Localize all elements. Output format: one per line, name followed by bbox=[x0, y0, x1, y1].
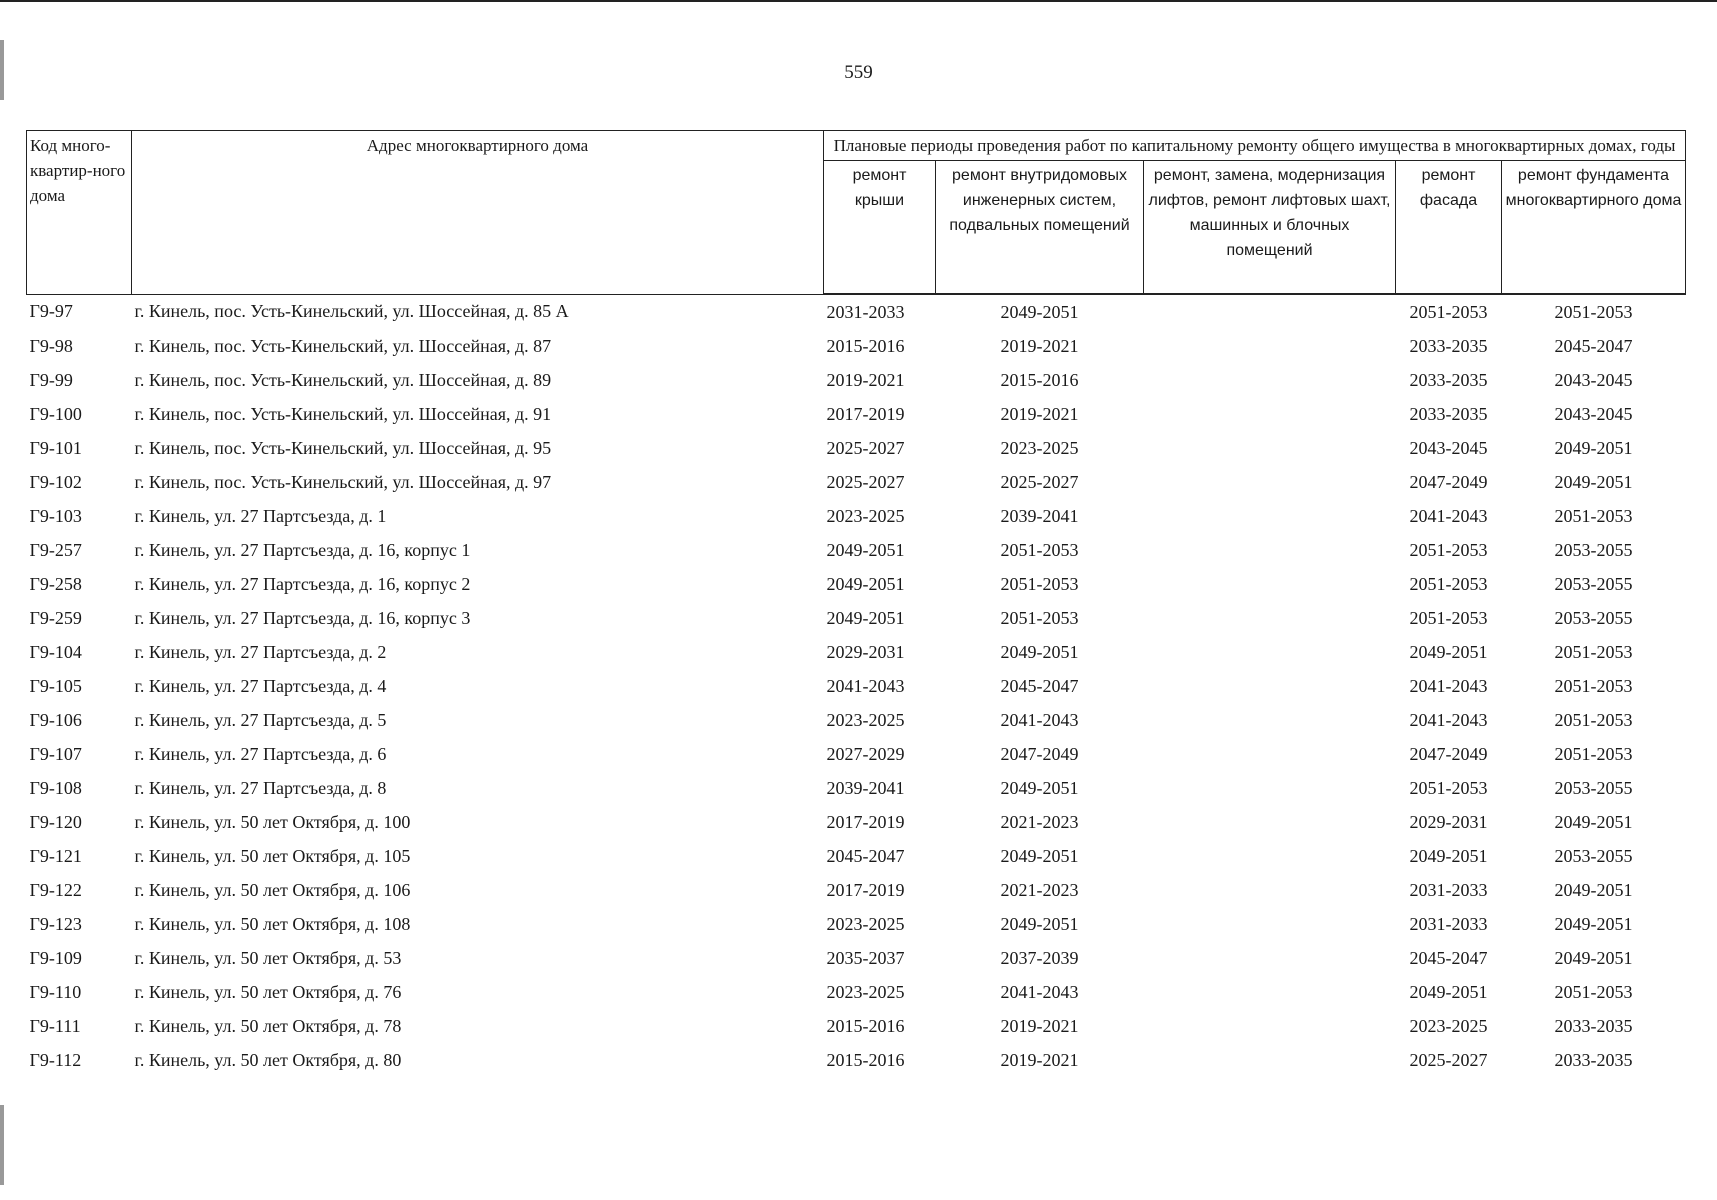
cell-foundation: 2051-2053 bbox=[1554, 675, 1633, 696]
cell-code: Г9-120 bbox=[29, 811, 82, 832]
cell-code: Г9-101 bbox=[29, 437, 82, 458]
cell-code: Г9-98 bbox=[29, 335, 73, 356]
cell-code: Г9-111 bbox=[29, 1015, 81, 1036]
table-row bbox=[27, 669, 1686, 703]
cell-roof: 2025-2027 bbox=[826, 471, 905, 492]
scan-edge-mark bbox=[0, 1105, 4, 1185]
cell-elevators bbox=[1144, 465, 1396, 499]
cell-address: г. Кинель, ул. 27 Партсъезда, д. 8 bbox=[134, 777, 387, 798]
cell-engineering: 2019-2021 bbox=[1000, 335, 1079, 356]
cell-foundation: 2033-2035 bbox=[1554, 1049, 1633, 1070]
cell-foundation: 2045-2047 bbox=[1554, 335, 1633, 356]
cell-roof: 2023-2025 bbox=[826, 709, 905, 730]
top-border-line bbox=[0, 0, 1717, 2]
cell-code: Г9-257 bbox=[29, 539, 82, 560]
cell-roof: 2023-2025 bbox=[826, 981, 905, 1002]
cell-facade: 2041-2043 bbox=[1409, 505, 1488, 526]
cell-code: Г9-99 bbox=[29, 369, 73, 390]
cell-code: Г9-108 bbox=[29, 777, 82, 798]
cell-roof: 2049-2051 bbox=[826, 607, 905, 628]
cell-address: г. Кинель, пос. Усть-Кинельский, ул. Шоссейная, д. 97 bbox=[134, 471, 552, 492]
cell-roof: 2015-2016 bbox=[826, 335, 905, 356]
cell-engineering: 2025-2027 bbox=[1000, 471, 1079, 492]
cell-elevators bbox=[1144, 601, 1396, 635]
cell-engineering: 2051-2053 bbox=[1000, 573, 1079, 594]
cell-facade: 2047-2049 bbox=[1409, 471, 1488, 492]
cell-code: Г9-107 bbox=[29, 743, 82, 764]
cell-elevators bbox=[1144, 329, 1396, 363]
cell-address: г. Кинель, ул. 27 Партсъезда, д. 16, корпус 1 bbox=[134, 539, 471, 560]
header-periods: Плановые периоды проведения работ по капитальному ремонту общего имущества в многоквартирных домах, годы bbox=[824, 131, 1686, 161]
cell-address: г. Кинель, ул. 27 Партсъезда, д. 6 bbox=[134, 743, 387, 764]
cell-foundation: 2051-2053 bbox=[1554, 505, 1633, 526]
table-row bbox=[27, 363, 1686, 397]
cell-roof: 2031-2033 bbox=[826, 301, 905, 322]
cell-facade: 2047-2049 bbox=[1409, 743, 1488, 764]
cell-roof: 2023-2025 bbox=[826, 913, 905, 934]
cell-code: Г9-103 bbox=[29, 505, 82, 526]
table-row bbox=[27, 329, 1686, 363]
table-row bbox=[27, 703, 1686, 737]
cell-foundation: 2051-2053 bbox=[1554, 301, 1633, 322]
header-engineering: ремонт внутридомовых инженерных систем, подвальных помещений bbox=[936, 161, 1144, 295]
cell-engineering: 2049-2051 bbox=[1000, 301, 1079, 322]
table-row bbox=[27, 1043, 1686, 1077]
header-foundation: ремонт фундамента многоквартирного дома bbox=[1502, 161, 1686, 295]
cell-foundation: 2051-2053 bbox=[1554, 709, 1633, 730]
cell-engineering: 2049-2051 bbox=[1000, 913, 1079, 934]
cell-address: г. Кинель, ул. 50 лет Октября, д. 108 bbox=[134, 913, 411, 934]
cell-facade: 2049-2051 bbox=[1409, 845, 1488, 866]
cell-foundation: 2049-2051 bbox=[1554, 471, 1633, 492]
cell-engineering: 2039-2041 bbox=[1000, 505, 1079, 526]
cell-foundation: 2053-2055 bbox=[1554, 539, 1633, 560]
cell-code: Г9-104 bbox=[29, 641, 82, 662]
cell-code: Г9-259 bbox=[29, 607, 82, 628]
cell-address: г. Кинель, ул. 50 лет Октября, д. 106 bbox=[134, 879, 411, 900]
cell-address: г. Кинель, ул. 27 Партсъезда, д. 5 bbox=[134, 709, 387, 730]
cell-address: г. Кинель, ул. 50 лет Октября, д. 80 bbox=[134, 1049, 402, 1070]
table-header bbox=[27, 131, 1686, 295]
table-row bbox=[27, 771, 1686, 805]
header-facade: ремонт фасада bbox=[1396, 161, 1502, 295]
table-row bbox=[27, 839, 1686, 873]
cell-facade: 2045-2047 bbox=[1409, 947, 1488, 968]
cell-facade: 2033-2035 bbox=[1409, 369, 1488, 390]
cell-facade: 2031-2033 bbox=[1409, 879, 1488, 900]
cell-code: Г9-102 bbox=[29, 471, 82, 492]
cell-roof: 2023-2025 bbox=[826, 505, 905, 526]
cell-facade: 2051-2053 bbox=[1409, 607, 1488, 628]
cell-address: г. Кинель, ул. 50 лет Октября, д. 105 bbox=[134, 845, 411, 866]
cell-foundation: 2053-2055 bbox=[1554, 845, 1633, 866]
table-row bbox=[27, 567, 1686, 601]
table-row bbox=[27, 294, 1686, 329]
cell-elevators bbox=[1144, 669, 1396, 703]
cell-address: г. Кинель, ул. 50 лет Октября, д. 53 bbox=[134, 947, 402, 968]
cell-address: г. Кинель, ул. 50 лет Октября, д. 76 bbox=[134, 981, 402, 1002]
cell-roof: 2027-2029 bbox=[826, 743, 905, 764]
cell-foundation: 2051-2053 bbox=[1554, 981, 1633, 1002]
table-body bbox=[27, 294, 1686, 1077]
cell-code: Г9-100 bbox=[29, 403, 82, 424]
cell-elevators bbox=[1144, 737, 1396, 771]
cell-foundation: 2043-2045 bbox=[1554, 369, 1633, 390]
cell-facade: 2051-2053 bbox=[1409, 777, 1488, 798]
cell-roof: 2019-2021 bbox=[826, 369, 905, 390]
cell-facade: 2051-2053 bbox=[1409, 539, 1488, 560]
cell-roof: 2049-2051 bbox=[826, 539, 905, 560]
cell-facade: 2043-2045 bbox=[1409, 437, 1488, 458]
cell-address: г. Кинель, ул. 27 Партсъезда, д. 16, корпус 2 bbox=[134, 573, 471, 594]
cell-elevators bbox=[1144, 533, 1396, 567]
cell-foundation: 2053-2055 bbox=[1554, 607, 1633, 628]
cell-code: Г9-110 bbox=[29, 981, 82, 1002]
cell-elevators bbox=[1144, 294, 1396, 329]
cell-roof: 2039-2041 bbox=[826, 777, 905, 798]
table-row bbox=[27, 1009, 1686, 1043]
cell-foundation: 2049-2051 bbox=[1554, 947, 1633, 968]
table-row bbox=[27, 941, 1686, 975]
cell-elevators bbox=[1144, 941, 1396, 975]
cell-facade: 2041-2043 bbox=[1409, 709, 1488, 730]
cell-elevators bbox=[1144, 839, 1396, 873]
cell-roof: 2017-2019 bbox=[826, 811, 905, 832]
cell-engineering: 2015-2016 bbox=[1000, 369, 1079, 390]
cell-facade: 2051-2053 bbox=[1409, 301, 1488, 322]
cell-foundation: 2049-2051 bbox=[1554, 913, 1633, 934]
cell-engineering: 2051-2053 bbox=[1000, 539, 1079, 560]
cell-engineering: 2021-2023 bbox=[1000, 811, 1079, 832]
cell-code: Г9-106 bbox=[29, 709, 82, 730]
cell-roof: 2025-2027 bbox=[826, 437, 905, 458]
table-row bbox=[27, 873, 1686, 907]
cell-code: Г9-122 bbox=[29, 879, 82, 900]
cell-elevators bbox=[1144, 363, 1396, 397]
cell-address: г. Кинель, ул. 50 лет Октября, д. 78 bbox=[134, 1015, 402, 1036]
table-row bbox=[27, 805, 1686, 839]
cell-engineering: 2023-2025 bbox=[1000, 437, 1079, 458]
cell-engineering: 2041-2043 bbox=[1000, 981, 1079, 1002]
cell-elevators bbox=[1144, 1009, 1396, 1043]
cell-elevators bbox=[1144, 499, 1396, 533]
cell-engineering: 2019-2021 bbox=[1000, 1049, 1079, 1070]
cell-foundation: 2033-2035 bbox=[1554, 1015, 1633, 1036]
cell-address: г. Кинель, пос. Усть-Кинельский, ул. Шоссейная, д. 87 bbox=[134, 335, 552, 356]
cell-roof: 2029-2031 bbox=[826, 641, 905, 662]
cell-engineering: 2049-2051 bbox=[1000, 777, 1079, 798]
cell-engineering: 2021-2023 bbox=[1000, 879, 1079, 900]
cell-elevators bbox=[1144, 873, 1396, 907]
table-row bbox=[27, 737, 1686, 771]
table-row bbox=[27, 465, 1686, 499]
cell-foundation: 2049-2051 bbox=[1554, 879, 1633, 900]
header-elevators: ремонт, замена, модернизация лифтов, ремонт лифтовых шахт, машинных и блочных помещений bbox=[1144, 161, 1396, 295]
cell-facade: 2049-2051 bbox=[1409, 641, 1488, 662]
table-row bbox=[27, 975, 1686, 1009]
cell-facade: 2031-2033 bbox=[1409, 913, 1488, 934]
cell-engineering: 2051-2053 bbox=[1000, 607, 1079, 628]
cell-elevators bbox=[1144, 431, 1396, 465]
cell-engineering: 2045-2047 bbox=[1000, 675, 1079, 696]
repair-schedule-table bbox=[26, 130, 1686, 1077]
cell-facade: 2023-2025 bbox=[1409, 1015, 1488, 1036]
cell-roof: 2015-2016 bbox=[826, 1049, 905, 1070]
header-address: Адрес многоквартирного дома bbox=[132, 131, 824, 295]
cell-facade: 2033-2035 bbox=[1409, 335, 1488, 356]
cell-elevators bbox=[1144, 975, 1396, 1009]
cell-code: Г9-123 bbox=[29, 913, 82, 934]
header-code: Код много-квартир-ного дома bbox=[27, 131, 132, 295]
cell-elevators bbox=[1144, 567, 1396, 601]
cell-code: Г9-105 bbox=[29, 675, 82, 696]
cell-elevators bbox=[1144, 907, 1396, 941]
table-row bbox=[27, 499, 1686, 533]
cell-code: Г9-121 bbox=[29, 845, 82, 866]
cell-elevators bbox=[1144, 703, 1396, 737]
cell-engineering: 2037-2039 bbox=[1000, 947, 1079, 968]
table-row bbox=[27, 397, 1686, 431]
cell-foundation: 2051-2053 bbox=[1554, 743, 1633, 764]
cell-elevators bbox=[1144, 805, 1396, 839]
cell-engineering: 2047-2049 bbox=[1000, 743, 1079, 764]
cell-elevators bbox=[1144, 635, 1396, 669]
table-row bbox=[27, 533, 1686, 567]
cell-roof: 2017-2019 bbox=[826, 403, 905, 424]
cell-facade: 2051-2053 bbox=[1409, 573, 1488, 594]
table-row bbox=[27, 907, 1686, 941]
cell-foundation: 2051-2053 bbox=[1554, 641, 1633, 662]
cell-address: г. Кинель, ул. 27 Партсъезда, д. 2 bbox=[134, 641, 387, 662]
cell-foundation: 2053-2055 bbox=[1554, 777, 1633, 798]
cell-address: г. Кинель, ул. 50 лет Октября, д. 100 bbox=[134, 811, 411, 832]
cell-address: г. Кинель, ул. 27 Партсъезда, д. 16, корпус 3 bbox=[134, 607, 471, 628]
cell-facade: 2049-2051 bbox=[1409, 981, 1488, 1002]
cell-engineering: 2019-2021 bbox=[1000, 403, 1079, 424]
cell-engineering: 2019-2021 bbox=[1000, 1015, 1079, 1036]
cell-roof: 2049-2051 bbox=[826, 573, 905, 594]
table-row bbox=[27, 431, 1686, 465]
cell-facade: 2029-2031 bbox=[1409, 811, 1488, 832]
header-roof: ремонт крыши bbox=[824, 161, 936, 295]
cell-roof: 2045-2047 bbox=[826, 845, 905, 866]
cell-code: Г9-109 bbox=[29, 947, 82, 968]
table-row bbox=[27, 635, 1686, 669]
cell-address: г. Кинель, пос. Усть-Кинельский, ул. Шоссейная, д. 91 bbox=[134, 403, 552, 424]
cell-roof: 2041-2043 bbox=[826, 675, 905, 696]
cell-roof: 2015-2016 bbox=[826, 1015, 905, 1036]
cell-facade: 2033-2035 bbox=[1409, 403, 1488, 424]
cell-address: г. Кинель, ул. 27 Партсъезда, д. 1 bbox=[134, 505, 387, 526]
page-number: 559 bbox=[844, 62, 873, 83]
cell-elevators bbox=[1144, 771, 1396, 805]
cell-foundation: 2043-2045 bbox=[1554, 403, 1633, 424]
cell-engineering: 2049-2051 bbox=[1000, 641, 1079, 662]
cell-elevators bbox=[1144, 1043, 1396, 1077]
cell-address: г. Кинель, пос. Усть-Кинельский, ул. Шоссейная, д. 85 А bbox=[134, 301, 569, 322]
cell-foundation: 2049-2051 bbox=[1554, 811, 1633, 832]
cell-foundation: 2049-2051 bbox=[1554, 437, 1633, 458]
cell-foundation: 2053-2055 bbox=[1554, 573, 1633, 594]
cell-facade: 2025-2027 bbox=[1409, 1049, 1488, 1070]
cell-address: г. Кинель, пос. Усть-Кинельский, ул. Шоссейная, д. 89 bbox=[134, 369, 552, 390]
cell-roof: 2035-2037 bbox=[826, 947, 905, 968]
cell-code: Г9-97 bbox=[29, 301, 73, 322]
cell-engineering: 2049-2051 bbox=[1000, 845, 1079, 866]
table-row bbox=[27, 601, 1686, 635]
cell-roof: 2017-2019 bbox=[826, 879, 905, 900]
cell-elevators bbox=[1144, 397, 1396, 431]
cell-code: Г9-258 bbox=[29, 573, 82, 594]
cell-facade: 2041-2043 bbox=[1409, 675, 1488, 696]
cell-engineering: 2041-2043 bbox=[1000, 709, 1079, 730]
cell-address: г. Кинель, пос. Усть-Кинельский, ул. Шоссейная, д. 95 bbox=[134, 437, 552, 458]
cell-code: Г9-112 bbox=[29, 1049, 82, 1070]
cell-address: г. Кинель, ул. 27 Партсъезда, д. 4 bbox=[134, 675, 387, 696]
